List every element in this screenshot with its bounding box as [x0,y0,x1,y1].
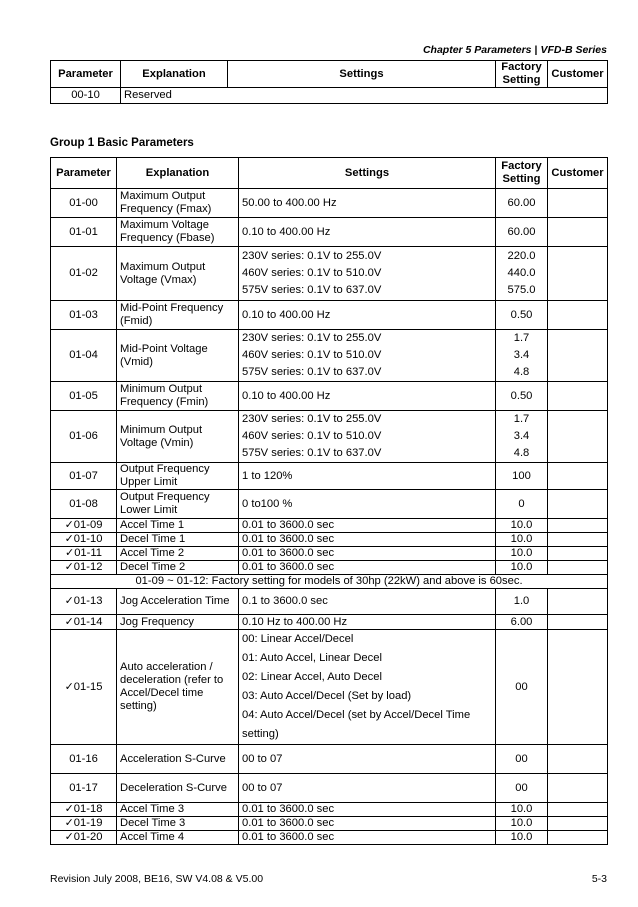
param-code-text: 01-06 [69,430,98,442]
param-code [51,831,117,845]
param-explanation: Decel Time 1 [117,533,239,547]
param-code [51,615,117,630]
customer-setting [548,330,608,382]
col-settings: Settings [239,158,496,189]
table-note: 01-09 ~ 01-12: Factory setting for models of 30hp (22kW) and above is 60sec. [51,575,608,589]
factory-line: 1.7 [513,413,530,425]
param-code-text: 01-03 [69,308,98,321]
table-row [51,301,608,330]
param-code [51,589,117,615]
series-title: VFD-B Series [540,44,607,56]
param-settings: 00 to 07 [239,774,496,803]
param-code-text: 01-13 [73,595,103,607]
param-code [51,547,117,561]
customer-setting [548,547,608,561]
param-explanation: Output Frequency Lower Limit [117,490,239,519]
check-icon: ✓ [64,547,75,559]
param-code [51,463,117,490]
param-code-text: 01-10 [73,533,103,545]
param-code-text: 01-00 [69,196,98,209]
param-settings: 1 to 120% [239,463,496,490]
settings-line: 575V series: 0.1V to 637.0V [242,366,382,378]
param-code-text: 01-04 [69,349,98,361]
factory-setting: 00 [496,630,548,745]
table-row [51,745,608,774]
param-code [51,774,117,803]
param-settings: 0.01 to 3600.0 sec [239,803,496,817]
customer-setting [548,533,608,547]
revision-text: Revision July 2008, BE16, SW V4.08 & V5.00 [50,873,264,885]
factory-setting: 10.0 [496,831,548,845]
factory-setting: 0.50 [496,382,548,411]
settings-line: 230V series: 0.1V to 255.0V [242,413,382,425]
check-icon: ✓ [64,519,74,531]
factory-setting [496,330,548,382]
settings-line: 03: Auto Accel/Decel (Set by load) [242,690,412,702]
factory-setting: 100 [496,463,548,490]
factory-line: 440.0 [507,267,536,279]
customer-setting [548,301,608,330]
factory-line: 220.0 [507,250,536,262]
group1-table [50,157,608,845]
param-explanation: Reserved [121,88,608,104]
table-row [51,615,608,630]
factory-line: 575.0 [507,284,536,296]
param-code-text: 01-16 [69,752,98,765]
col-customer: Customer [548,61,608,88]
param-code [51,189,117,218]
param-explanation: Accel Time 1 [117,519,239,533]
param-settings: 0.01 to 3600.0 sec [239,519,496,533]
check-icon: ✓ [64,561,74,573]
param-settings: 0.01 to 3600.0 sec [239,547,496,561]
param-code-text: 01-12 [73,561,103,573]
param-explanation: Mid-Point Frequency (Fmid) [117,301,239,330]
col-factory: Factory Setting [496,61,548,88]
table-row [51,817,608,831]
param-settings [239,630,496,745]
customer-setting [548,218,608,247]
table-row [51,803,608,817]
param-explanation: Decel Time 3 [117,817,239,831]
param-settings: 0.01 to 3600.0 sec [239,561,496,575]
param-code-text: 01-17 [69,781,98,794]
table-row [51,247,608,301]
customer-setting [548,831,608,845]
table-row [51,411,608,463]
param-settings: 50.00 to 400.00 Hz [239,189,496,218]
customer-setting [548,817,608,831]
group-title: Group 1 Basic Parameters [50,137,194,149]
settings-line: 460V series: 0.1V to 510.0V [242,349,382,361]
param-explanation: Mid-Point Voltage (Vmid) [117,330,239,382]
customer-setting [548,589,608,615]
header-row [51,61,608,88]
table-row [51,774,608,803]
param-settings [239,411,496,463]
factory-line: 4.8 [513,366,530,378]
param-code [51,247,117,301]
param-explanation: Minimum Output Voltage (Vmin) [117,411,239,463]
param-code-text: 01-14 [73,615,103,628]
customer-setting [548,411,608,463]
table-row [51,589,608,615]
factory-setting: 10.0 [496,803,548,817]
table-row [51,490,608,519]
table-row [51,831,608,845]
customer-setting [548,774,608,803]
check-icon: ✓ [64,680,74,693]
customer-setting [548,630,608,745]
table-row [51,463,608,490]
factory-setting [496,247,548,301]
settings-line: 460V series: 0.1V to 510.0V [242,430,382,442]
param-code [51,803,117,817]
param-settings: 0.10 to 400.00 Hz [239,301,496,330]
settings-line: 575V series: 0.1V to 637.0V [242,447,382,459]
param-settings [239,247,496,301]
customer-setting [548,189,608,218]
param-settings: 00 to 07 [239,745,496,774]
param-explanation: Output Frequency Upper Limit [117,463,239,490]
factory-line: 3.4 [513,349,530,361]
settings-line: 575V series: 0.1V to 637.0V [242,284,382,296]
table-row [51,547,608,561]
table-row [51,630,608,745]
param-code [51,817,117,831]
factory-setting: 0.50 [496,301,548,330]
customer-setting [548,463,608,490]
factory-setting: 10.0 [496,533,548,547]
param-explanation: Maximum Voltage Frequency (Fbase) [117,218,239,247]
settings-line: 04: Auto Accel/Decel (set by Accel/Decel Time setting) [242,709,471,740]
param-explanation: Jog Acceleration Time [117,589,239,615]
settings-line: 460V series: 0.1V to 510.0V [242,267,382,279]
param-settings: 0.1 to 3600.0 sec [239,589,496,615]
param-code [51,630,117,745]
factory-setting: 1.0 [496,589,548,615]
factory-setting [496,411,548,463]
table-row [51,533,608,547]
param-explanation: Decel Time 2 [117,561,239,575]
col-settings: Settings [228,61,496,88]
param-settings: 0.01 to 3600.0 sec [239,533,496,547]
table-row [51,575,608,589]
param-code-text: 01-20 [73,831,103,843]
table-body [51,189,608,845]
param-settings: 0 to100 % [239,490,496,519]
check-icon: ✓ [64,595,74,607]
table-row [51,561,608,575]
param-code-text: 01-11 [74,547,102,559]
factory-line: 1.7 [513,332,530,344]
page-number: 5-3 [591,873,607,885]
settings-line: 230V series: 0.1V to 255.0V [242,332,382,344]
settings-line: 230V series: 0.1V to 255.0V [242,250,382,262]
col-explanation: Explanation [117,158,239,189]
customer-setting [548,519,608,533]
factory-line: 4.8 [513,447,530,459]
factory-setting: 6.00 [496,615,548,630]
param-code-text: 01-07 [69,469,98,482]
chapter-title: Chapter 5 Parameters [422,44,532,56]
param-explanation: Accel Time 4 [117,831,239,845]
param-explanation: Deceleration S-Curve [117,774,239,803]
param-settings: 0.01 to 3600.0 sec [239,831,496,845]
customer-setting [548,490,608,519]
col-customer: Customer [548,158,608,189]
param-explanation: Minimum Output Frequency (Fmin) [117,382,239,411]
factory-setting: 10.0 [496,561,548,575]
factory-setting: 10.0 [496,817,548,831]
param-explanation: Auto acceleration / deceleration (refer to Accel/Decel time setting) [117,630,239,745]
factory-setting: 00 [496,745,548,774]
param-explanation: Accel Time 2 [117,547,239,561]
reserved-table [50,60,608,104]
check-icon: ✓ [64,831,74,843]
table-row [51,519,608,533]
param-code: 00-10 [51,88,121,104]
factory-setting: 10.0 [496,547,548,561]
check-icon: ✓ [64,615,74,628]
factory-setting: 60.00 [496,189,548,218]
param-code [51,411,117,463]
col-explanation: Explanation [121,61,228,88]
table-row [51,218,608,247]
page-footer [50,873,607,885]
factory-setting: 60.00 [496,218,548,247]
customer-setting [548,745,608,774]
factory-setting: 0 [496,490,548,519]
param-code [51,382,117,411]
param-code [51,561,117,575]
param-code [51,745,117,774]
param-code [51,330,117,382]
factory-line: 3.4 [513,430,530,442]
settings-line: 01: Auto Accel, Linear Decel [242,652,382,664]
param-explanation: Acceleration S-Curve [117,745,239,774]
param-settings [239,330,496,382]
customer-setting [548,803,608,817]
param-code-text: 01-18 [73,803,103,815]
param-explanation: Maximum Output Voltage (Vmax) [117,247,239,301]
check-icon: ✓ [64,817,74,829]
table-row [51,382,608,411]
settings-line: 00: Linear Accel/Decel [242,633,354,645]
param-explanation: Maximum Output Frequency (Fmax) [117,189,239,218]
customer-setting [548,382,608,411]
settings-line: 02: Linear Accel, Auto Decel [242,671,382,683]
param-code-text: 01-01 [69,225,98,238]
param-settings: 0.01 to 3600.0 sec [239,817,496,831]
header-separator: | [534,44,538,56]
param-code-text: 01-19 [73,817,103,829]
param-code [51,533,117,547]
param-code-text: 01-15 [73,680,103,693]
param-code [51,218,117,247]
param-code [51,490,117,519]
factory-setting: 00 [496,774,548,803]
page-header [423,44,607,56]
table-row [51,88,608,104]
param-code [51,301,117,330]
param-explanation: Accel Time 3 [117,803,239,817]
check-icon: ✓ [64,533,74,545]
customer-setting [548,247,608,301]
param-settings: 0.10 Hz to 400.00 Hz [239,615,496,630]
header-row [51,158,608,189]
check-icon: ✓ [64,803,74,815]
param-explanation: Jog Frequency [117,615,239,630]
col-factory: Factory Setting [496,158,548,189]
param-code-text: 01-02 [69,267,98,279]
param-settings: 0.10 to 400.00 Hz [239,382,496,411]
col-parameter: Parameter [51,158,117,189]
customer-setting [548,561,608,575]
param-code-text: 01-08 [69,497,98,510]
table-row [51,189,608,218]
param-code-text: 01-05 [69,389,98,402]
param-code [51,519,117,533]
table-row [51,330,608,382]
col-parameter: Parameter [51,61,121,88]
factory-setting: 10.0 [496,519,548,533]
param-code-text: 01-09 [73,519,103,531]
param-settings: 0.10 to 400.00 Hz [239,218,496,247]
customer-setting [548,615,608,630]
